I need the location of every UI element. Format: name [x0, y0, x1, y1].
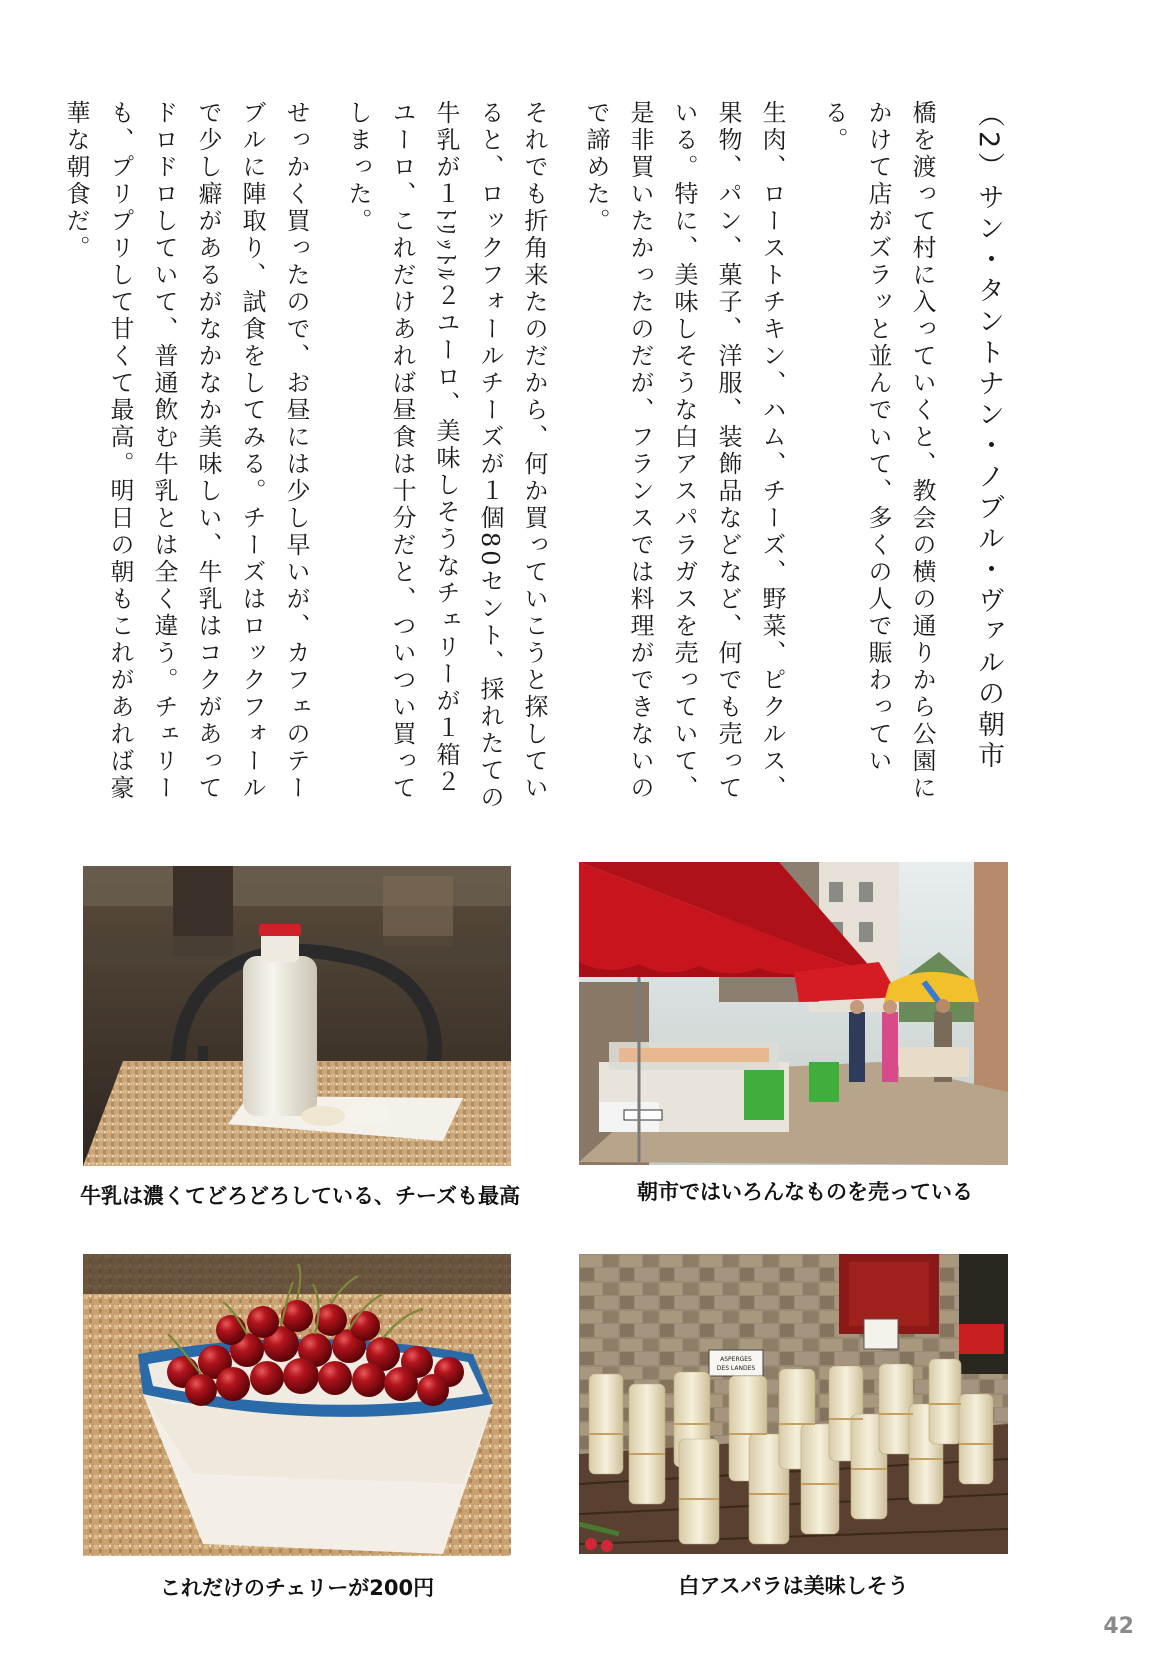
- cherry-photo-caption: これだけのチェリーが200円: [159, 1576, 435, 1600]
- page-number: 42: [1103, 1614, 1134, 1639]
- paragraph-1: 橋を渡って村に入っていくと、教会の横の通りから公園にかけて店がズラッと並んでいて、多くの人で賑わっている。: [820, 100, 936, 802]
- milk-photo-caption: 牛乳は濃くてどろどろしている、チーズも最高: [80, 1184, 520, 1208]
- article-body: [36, 100, 1010, 820]
- paragraph-4: せっかく買ったので、お昼には少し早いが、カフェのテーブルに陣取り、試食をしてみる。チーズはロックフォールで少し癖があるがなかなか美味しい、牛乳はコクがあってドロドロしていて、普通飲む牛乳とは全く違う。チェリーも、プリプリして甘くて最高。明日の朝もこれがあれば豪華な朝食だ。: [62, 100, 310, 802]
- paragraph-3: それでも折角来たのだから、何か買っていこうと探していると、ロックフォールチーズが１個80セント、採れたての牛乳が１ﾄﾘｯﾄﾙ２ユーロ、美味しそうなチェリーが１箱２ユーロ、これだけあれば昼食は十分だと、ついつい買ってしまった。: [344, 100, 548, 812]
- asparagus-sign-line-2: DES LANDES: [716, 1365, 756, 1372]
- article-title: （2）サン・タントナン・ノブル・ヴァルの朝市: [973, 100, 1004, 773]
- paragraph-2: 生肉、ローストチキン、ハム、チーズ、野菜、ピクルス、果物、パン、菓子、洋服、装飾品などなど、何でも売っている。特に、美味しそうな白アスパラガスを売っていて、是非買いたかったのだが、フランスでは料理ができないので諦めた。: [582, 100, 786, 802]
- milk-cheese-photo: [83, 866, 511, 1166]
- asparagus-photo-caption: 白アスパラは美味しそう: [678, 1574, 909, 1598]
- market-photo-caption: 朝市ではいろんなものを売っている: [637, 1180, 973, 1204]
- asparagus-sign-line-1: ASPERGES: [720, 1356, 752, 1363]
- asparagus-photo: [579, 1254, 1008, 1554]
- cherry-basket-photo: [83, 1254, 511, 1556]
- market-photo: [579, 862, 1008, 1165]
